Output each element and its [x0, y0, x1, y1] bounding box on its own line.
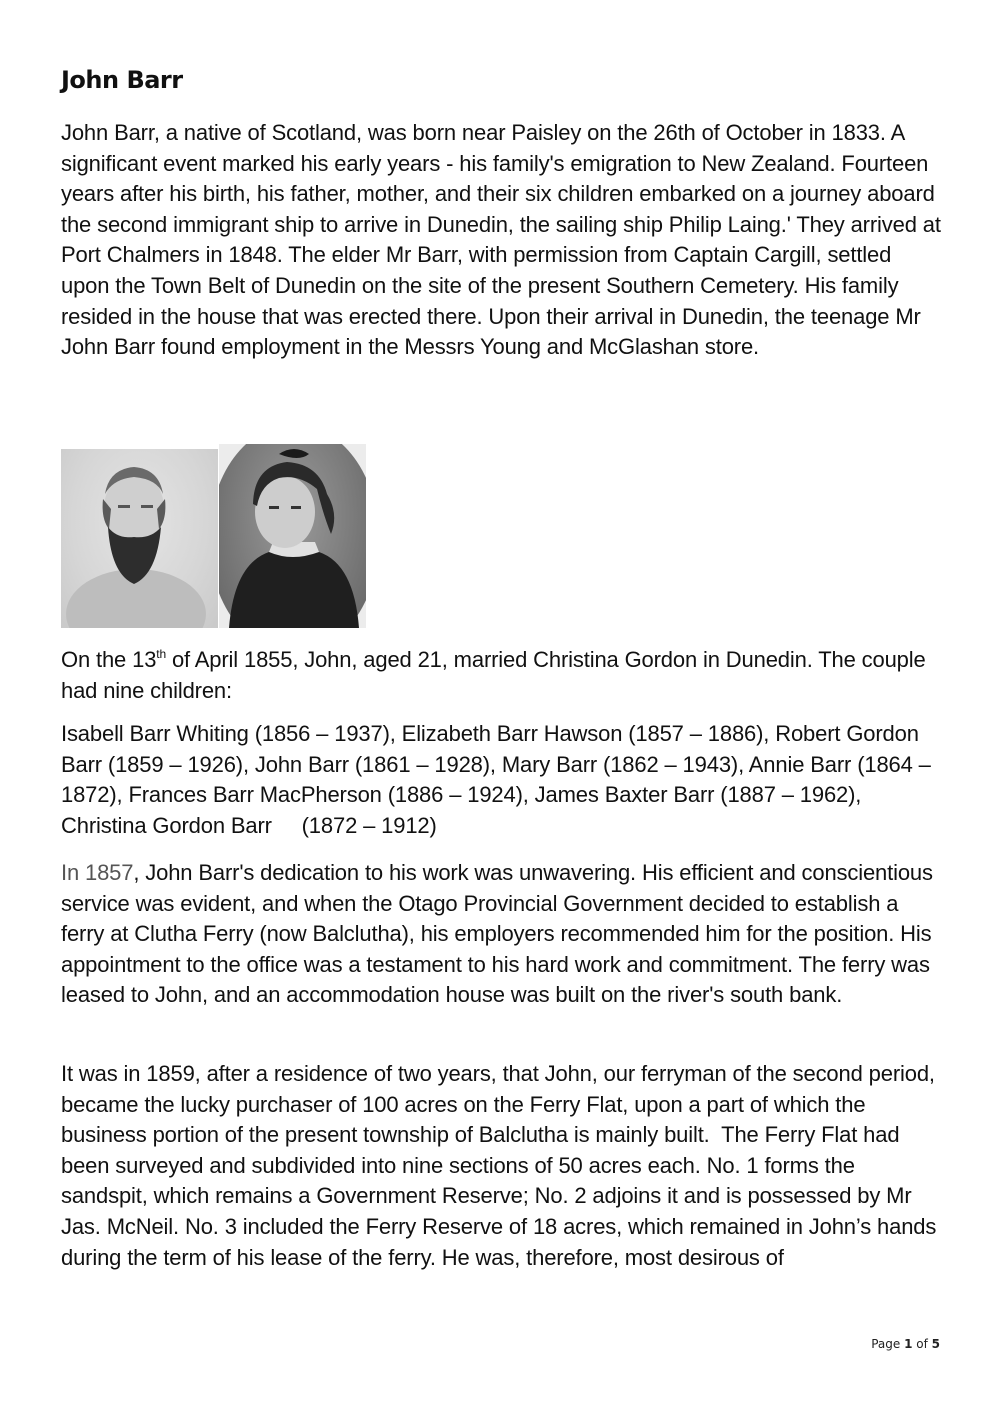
woman-portrait-icon	[219, 444, 366, 628]
paragraph-marriage	[61, 645, 941, 706]
current-page: 1	[904, 1337, 913, 1351]
page-title: John Barr	[61, 66, 183, 94]
page-label: Page	[871, 1337, 905, 1351]
paragraph-early-life: John Barr, a native of Scotland, was born near Paisley on the 26th of October in 1833. A significant event marked his early years - his family's emigration to New Zealand. Fourteen years after his birth, his father, mother, and their six children embarked on a journey aboard the second immigrant ship to arrive in Dunedin, the sailing ship Philip Laing.' They arrived at Port Chalmers in 1848. The elder Mr Barr, with permission from Captain Cargill, settled upon the Town Belt of Dunedin on the site of the present Southern Cemetery. His family resided in the house that was erected there. Upon their arrival in Dunedin, the teenage Mr John Barr found employment in the Messrs Young and McGlashan store.	[61, 120, 941, 360]
paragraph-ferry-flat: It was in 1859, after a residence of two years, that John, our ferryman of the second period, became the lucky purchaser of 100 acres on the Ferry Flat, upon a part of which the business portion of the present township of Balclutha is mainly built. The Ferry Flat had been surveyed and subdivided into nine sections of 50 acres each. No. 1 forms the sandspit, which remains a Government Reserve; No. 2 adjoins it and is possessed by Mr Jas. McNeil. No. 3 included the Ferry Reserve of 18 acres, which remained in John’s hands during the term of his lease of the ferry. He was, therefore, most desirous of	[61, 1061, 943, 1270]
paragraph-ferry-appointment	[61, 858, 941, 1011]
bearded-man-portrait-icon	[61, 449, 218, 628]
total-pages: 5	[931, 1337, 940, 1351]
photo-christina-gordon	[219, 444, 366, 628]
ferry-appointment-text: , John Barr's dedication to his work was unwavering. His efficient and conscientious service was evident, and when the Otago Provincial Government decided to establish a ferry at Clutha Ferry (now Balclutha), his employers recommended him for the position. His appointment to the office was a testament to his hard work and commitment. The ferry was leased to John, and an accommodation house was built on the river's south bank.	[61, 860, 933, 1008]
marriage-text-end: of April 1855, John, aged 21, married Christina Gordon in Dunedin. The couple had nine children:	[61, 647, 926, 703]
marriage-text-start: On the 13	[61, 647, 157, 672]
paragraph-children-list: Isabell Barr Whiting (1856 – 1937), Elizabeth Barr Hawson (1857 – 1886), Robert Gordon Barr (1859 – 1926), John Barr (1861 – 1928), Mary Barr (1862 – 1943), Annie Barr (1864 – 1872), Frances Barr MacPherson (1886 – 1924), James Baxter Barr (1887 – 1962), Christina Gordon Barr (1872 – 1912)	[61, 721, 937, 838]
page-number	[871, 1337, 940, 1351]
of-label: of	[912, 1337, 932, 1351]
year-lead: In 1857	[61, 860, 134, 885]
photo-john-barr	[61, 449, 218, 628]
ordinal-suffix: th	[156, 647, 166, 661]
